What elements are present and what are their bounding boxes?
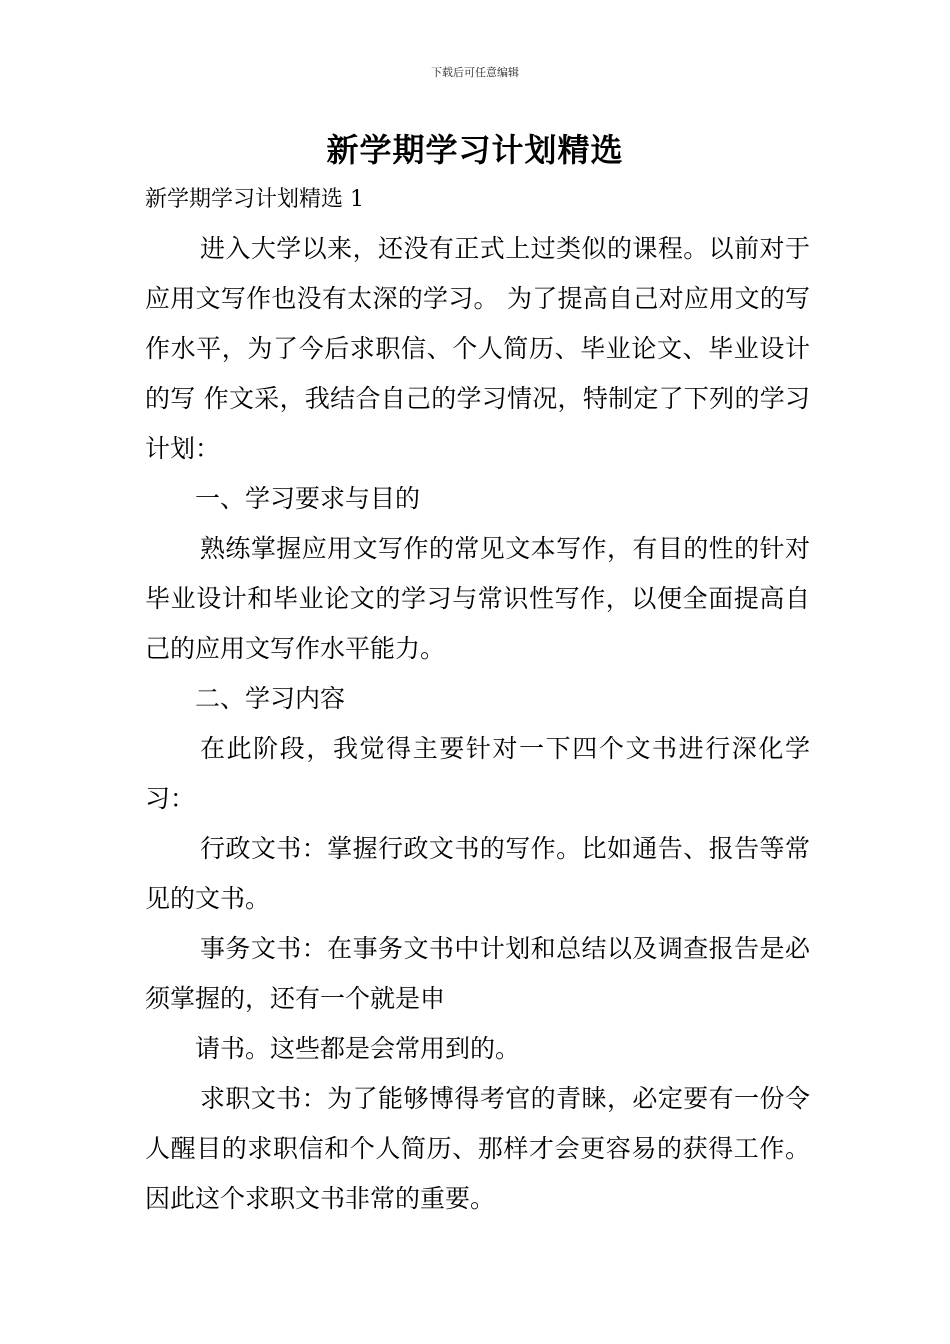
section-heading: 新学期学习计划精选 1 bbox=[145, 187, 364, 212]
paragraph-requirements: 熟练掌握应用文写作的常见文本写作，有目的性的针对毕业设计和毕业论文的学习与常识性写作，以便全面提高自己的应用文写作水平能力。 bbox=[145, 534, 810, 663]
paragraph-affairs-docs: 事务文书：在事务文书中计划和总结以及调查报告是必须掌握的，还有一个就是申 bbox=[145, 934, 810, 1013]
paragraph-job-docs: 求职文书：为了能够博得考官的青睐，必定要有一份令人醒目的求职信和个人简历、那样才会更容易的获得工作。因此这个求职文书非常的重要。 bbox=[145, 1084, 810, 1213]
page-header-note: 下载后可任意编辑 bbox=[431, 66, 519, 79]
paragraph-intro: 进入大学以来，还没有正式上过类似的课程。以前对于应用文写作也没有太深的学习。 为了提高自己对应用文的写作水平，为了今后求职信、个人简历、毕业论文、毕业设计的写 作文采，我结合自己的学习情况，特制定了下列的学习计划： bbox=[145, 234, 810, 463]
paragraph-affairs-docs-continued: 请书。这些都是会常用到的。 bbox=[195, 1034, 521, 1063]
document-title: 新学期学习计划精选 bbox=[326, 131, 624, 169]
subheading-requirements: 一、学习要求与目的 bbox=[195, 484, 421, 513]
subheading-content: 二、学习内容 bbox=[195, 684, 346, 713]
document-body bbox=[145, 224, 810, 1224]
paragraph-administrative-docs: 行政文书：掌握行政文书的写作。比如通告、报告等常见的文书。 bbox=[145, 834, 810, 913]
paragraph-content-intro: 在此阶段，我觉得主要针对一下四个文书进行深化学习： bbox=[145, 734, 810, 813]
